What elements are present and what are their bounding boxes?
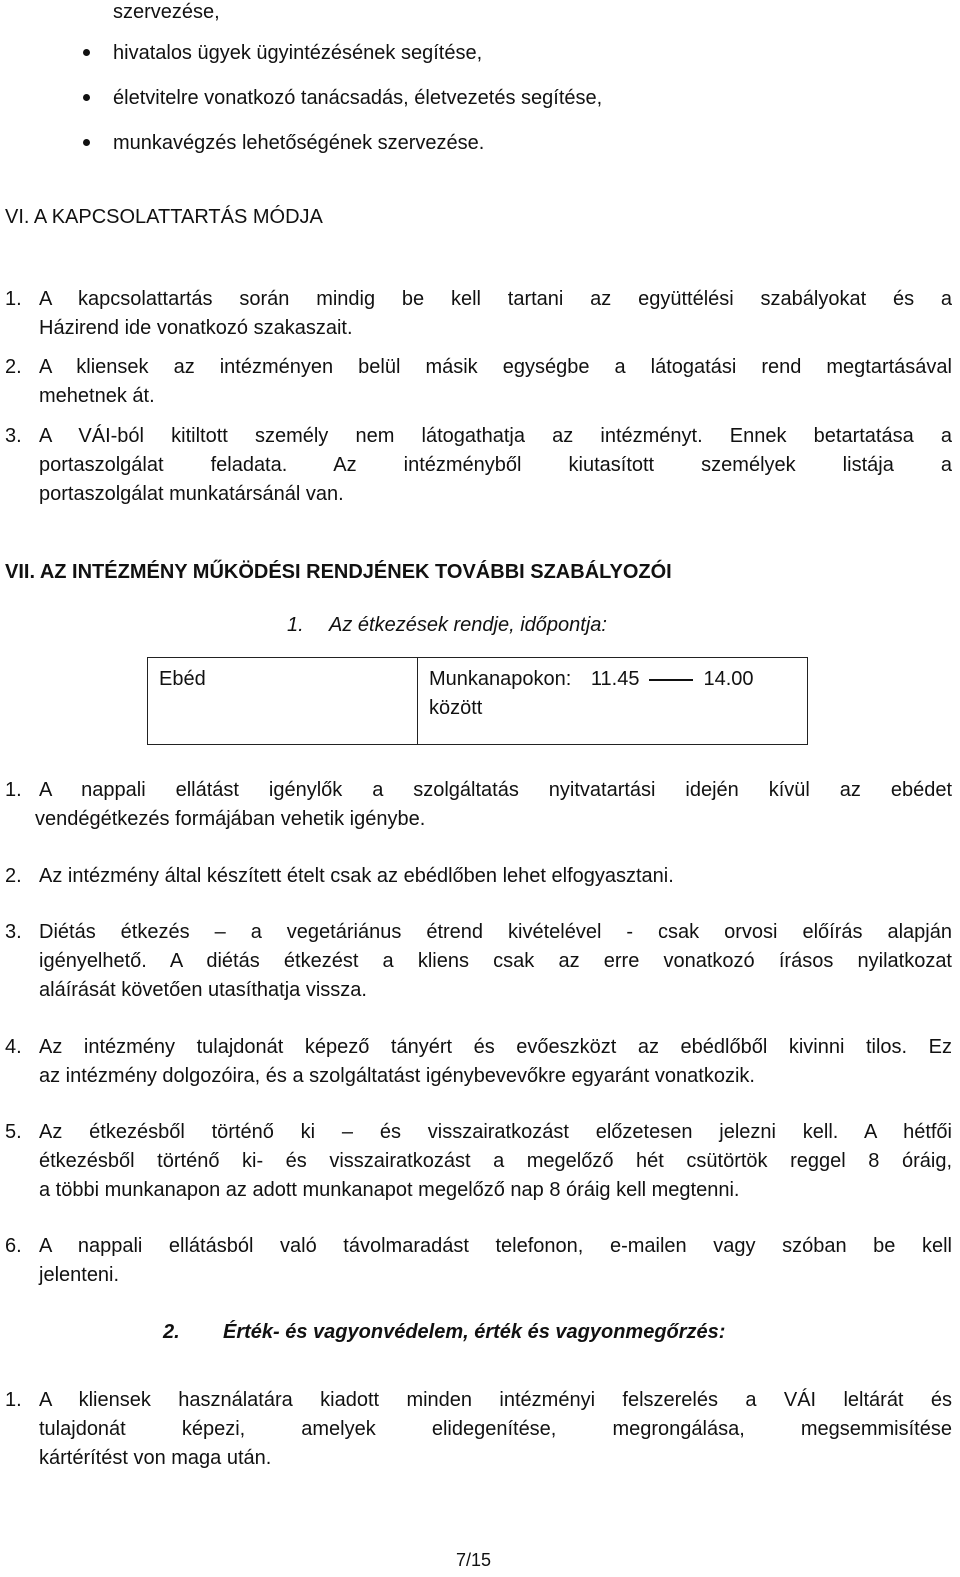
list-item: munkavégzés lehetőségének szervezése. <box>113 132 485 154</box>
item-number: 5. <box>5 1121 22 1143</box>
item-text: Diétás étkezés – a vegetáriánus étrend kivételével - csak orvosi előírás alapján <box>39 921 952 943</box>
item-text: igényelhető. A diétás étkezést a kliens csak az erre vonatkozó írásos nyilatkozat <box>39 950 952 972</box>
time-to: 14.00 <box>703 668 754 690</box>
item-text: portaszolgálat munkatársánál van. <box>39 483 344 505</box>
item-number: 2. <box>5 356 22 378</box>
section-heading: VI. A KAPCSOLATTARTÁS MÓDJA <box>5 206 323 228</box>
item-number: 1. <box>5 779 22 801</box>
item-text: A kliensek használatára kiadott minden intézményi felszerelés a VÁI leltárát és <box>39 1389 952 1411</box>
item-text: kártérítést von maga után. <box>39 1447 272 1469</box>
item-text: aláírását követően utasíthatja vissza. <box>39 979 367 1001</box>
item-text: étkezésből történő ki- és visszairatkozást a megelőző hét csütörtök reggel 8 óráig, <box>39 1150 952 1172</box>
subsection-title: Érték- és vagyonvédelem, érték és vagyonmegőrzés: <box>223 1321 726 1343</box>
item-text: Az intézmény által készített ételt csak az ebédlőben lehet elfogyasztani. <box>39 865 674 887</box>
bullet-dot <box>83 49 90 56</box>
time-label: Munkanapokon: <box>429 668 572 690</box>
item-text: A VÁI-ból kitiltott személy nem látogathatja az intézményt. Ennek betartatása a <box>39 425 952 447</box>
item-text: mehetnek át. <box>39 385 155 407</box>
item-text: Az intézmény tulajdonát képező tányért és evőeszközt az ebédlőből kivinni tilos. Ez <box>39 1036 952 1058</box>
item-number: 1. <box>5 1389 22 1411</box>
meal-name: Ebéd <box>159 668 206 690</box>
item-text: a többi munkanapon az adott munkanapot megelőző nap 8 óráig kell megtenni. <box>39 1179 740 1201</box>
item-number: 3. <box>5 921 22 943</box>
section-heading: VII. AZ INTÉZMÉNY MŰKÖDÉSI RENDJÉNEK TOVÁBBI SZABÁLYOZÓI <box>5 561 672 583</box>
item-number: 4. <box>5 1036 22 1058</box>
item-text: Házirend ide vonatkozó szakaszait. <box>39 317 353 339</box>
subsection-title: Az étkezések rendje, időpontja: <box>329 614 607 636</box>
time-suffix: között <box>429 697 483 719</box>
list-item: hivatalos ügyek ügyintézésének segítése, <box>113 42 483 64</box>
item-number: 2. <box>5 865 22 887</box>
item-number: 6. <box>5 1235 22 1257</box>
time-from: 11.45 <box>590 668 640 690</box>
item-number: 3. <box>5 425 22 447</box>
table-divider <box>417 657 418 745</box>
item-text: portaszolgálat feladata. Az intézményből kiutasított személyek listája a <box>39 454 952 476</box>
continuation-text: szervezése, <box>113 1 220 23</box>
list-item: életvitelre vonatkozó tanácsadás, életvezetés segítése, <box>113 87 603 109</box>
item-text: vendégétkezés formájában vehetik igénybe. <box>35 808 426 830</box>
item-text: A nappali ellátást igénylők a szolgáltatás nyitvatartási idején kívül az ebédet <box>39 779 952 801</box>
item-text: jelenteni. <box>39 1264 120 1286</box>
bullet-dot <box>83 139 90 146</box>
bullet-dot <box>83 94 90 101</box>
page-number: 7/15 <box>456 1550 492 1570</box>
item-text: tulajdonát képezi, amelyek elidegenítése, megrongálása, megsemmisítése <box>39 1418 952 1440</box>
item-text: A nappali ellátásból való távolmaradást telefonon, e-mailen vagy szóban be kell <box>39 1235 952 1257</box>
item-text: az intézmény dolgozóira, és a szolgáltatást igénybevevőkre egyaránt vonatkozik. <box>39 1065 755 1087</box>
meal-time <box>429 667 754 691</box>
subsection-number: 1. <box>287 614 304 636</box>
item-text: Az étkezésből történő ki – és visszairatkozást előzetesen jelezni kell. A hétfői <box>39 1121 952 1143</box>
item-text: A kapcsolattartás során mindig be kell tartani az együttélési szabályokat és a <box>39 288 952 310</box>
item-number: 1. <box>5 288 22 310</box>
item-text: A kliensek az intézményen belül másik egységbe a látogatási rend megtartásával <box>39 356 952 378</box>
dash-separator <box>649 679 693 681</box>
subsection-number: 2. <box>163 1321 180 1343</box>
